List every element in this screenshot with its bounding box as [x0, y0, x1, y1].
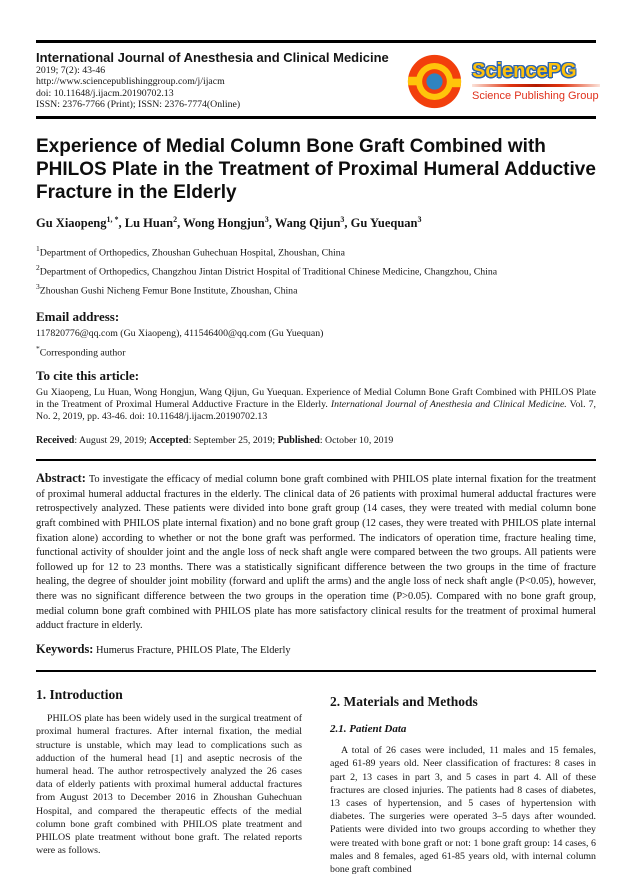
intro-paragraph: PHILOS plate has been widely used in the surgical treatment of proximal humeral fractures. After internal fixation, the medial structure is unstable, which may lead to complications such as adduction of the humeral head [1] and aseptic necrosis of the humeral head. The author retrospectively analyzed the 26 cases data of elderly patients with proximal humeral adductal fractures from August 2013 to December 2016 in Zhoushan Guhechuan Hospital, and compared the therapeutic effects of the medial column bone graft combined with PHILOS plate treatment and PHILOS plate treatment without bone graft. The related reports were as follows.: [36, 713, 302, 857]
email-heading: Email address:: [36, 308, 120, 324]
author-separator: ,: [118, 215, 125, 230]
journal-url[interactable]: http://www.sciencepublishinggroup.com/j/ijacm: [36, 76, 225, 88]
journal-issn: ISSN: 2376-7766 (Print); ISSN: 2376-7774(Online): [36, 99, 241, 111]
affiliation-text: Department of Orthopedics, Changzhou Jintan District Hospital of Traditional Chinese Medicine, Changzhou, China: [39, 266, 498, 278]
journal-info: [36, 50, 389, 111]
citation-volume-doi: Vol. 7, No. 2, 2019, pp. 43-46. doi: 10.11648/j.ijacm.20190702.13: [36, 399, 597, 423]
author-superscript: 1, *: [106, 214, 119, 224]
author: [183, 216, 275, 230]
logo-divider: [472, 84, 600, 87]
citation-authors-title: Gu Xiaopeng, Lu Huan, Wong Hongjun, Wang Qijun, Gu Yuequan. Experience of Medial Column Bone Graft Combined with PHILOS Plate in the Treatment of Proximal Humeral Adductive Fracture in the Elderly.: [36, 386, 596, 411]
corresponding-text: Corresponding author: [39, 346, 126, 358]
corresponding-author-note: [36, 344, 596, 358]
published-value: : October 10, 2019: [319, 434, 394, 446]
author-name: Gu Xiaopeng: [36, 215, 107, 230]
affiliation: [36, 241, 596, 260]
received-label: Received: [36, 434, 75, 446]
keywords: [36, 642, 596, 657]
citation-journal-name: International Journal of Anesthesia and Clinical Medicine.: [330, 399, 567, 411]
author-separator: ,: [344, 215, 351, 230]
affiliation: [36, 260, 596, 279]
dates-line: [36, 435, 596, 446]
abstract-top-rule: [36, 459, 596, 462]
author: [125, 216, 183, 230]
abstract-text: To investigate the efficacy of medial column bone graft combined with PHILOS plate internal fixation for the treatment of proximal humeral adductal fractures in the elderly. The clinical data of 26 patients with proximal humeral adductal fractures were retrospectively analyzed. These patients were divided into bone graft group (14 cases, they were treated with medial column bone graft combined with PHILOS plate internal fixation) and no bone graft group (12 cases, they were treated with PHILOS plate internal fixation alone) according to whether or not the bone graft was performed. The indicators of operation time, fracture healing time, functional activity of shoulder joint and the angle loss of neck shaft angle were compared between the two groups. All patients were followed up for 12 to 23 months. There was a statistically significant difference between the two groups in the time of fracture healing, the degree of shoulder joint mobility (forward and uplift the arms) and the angle loss of neck shaft angle (P<0.05), however, there was no significant difference between the two groups in the operation time (P>0.05). Compared with no bone graft group, medial column bone graft combined with PHILOS plate has more satisfactory clinical results for the treatment of proximal humeral adduct fracture in elderly.: [36, 474, 596, 632]
journal-issue: 2019; 7(2): 43-46: [36, 65, 106, 76]
author-separator: ,: [268, 215, 275, 230]
author-superscript: 2: [173, 214, 178, 224]
section-columns: [36, 687, 596, 876]
affiliation-superscript: 2: [36, 263, 40, 273]
author-name: Wong Hongjun: [183, 215, 265, 230]
affiliation-superscript: 1: [36, 243, 40, 253]
cite-heading: To cite this article:: [36, 367, 140, 383]
header-top-rule: [36, 40, 596, 43]
author-separator: ,: [177, 215, 184, 230]
journal-name: International Journal of Anesthesia and Clinical Medicine: [36, 50, 389, 65]
author: [351, 216, 422, 230]
journal-header: [36, 40, 599, 119]
logo-tagline: Science Publishing Group: [472, 90, 599, 102]
accepted-value: : September 25, 2019;: [188, 434, 278, 446]
email-line[interactable]: 117820776@qq.com (Gu Xiaopeng), 411546400@qq.com (Gu Yuequan): [36, 327, 324, 339]
corresponding-star: *: [36, 343, 40, 353]
author-name: Lu Huan: [124, 215, 174, 230]
logo-text-block: [472, 61, 600, 102]
sciencepg-logo-icon: [406, 53, 463, 110]
abstract: [36, 471, 596, 634]
intro-column: [36, 687, 302, 876]
keywords-label: Keywords:: [36, 641, 94, 656]
patient-data-paragraph: A total of 26 cases were included, 11 males and 15 females, aged 61-89 years old. Neer classification of fractures: 8 cases in part 2, 13 cases in part 3, and 5 cases in part 4. All of these fractures are closed injuries. The patients had 8 cases of diabetes, 13 cases of hypertension, and 5 cases of hypertension with diabetes. The surgeries were operated 3–5 days after wounded. Patients were divided into two groups according to whether they were treated with bone graft or not: 1 bone graft group: 14 cases, 6 males and 8 females, aged 61-85 years old, with internal column bone graft combined: [330, 745, 596, 876]
keywords-text: Humerus Fracture, PHILOS Plate, The Elderly: [96, 644, 291, 656]
header-bottom-rule: [36, 116, 596, 119]
patient-data-subheading: 2.1. Patient Data: [330, 723, 407, 736]
article-title: Experience of Medial Column Bone Graft Combined with PHILOS Plate in the Treatment of Proximal Humeral Adductive Fracture in the Elderly: [36, 135, 596, 203]
author-list: [36, 215, 596, 231]
published-label: Published: [277, 434, 320, 446]
author-superscript: 3: [417, 214, 422, 224]
methods-heading: 2. Materials and Methods: [330, 694, 478, 710]
paper-page: [36, 0, 599, 876]
affiliation-text: Department of Orthopedics, Zhoushan Guhechuan Hospital, Zhoushan, China: [39, 247, 346, 259]
author: [275, 216, 351, 230]
author: [36, 216, 125, 230]
author-superscript: 3: [340, 214, 345, 224]
citation: [36, 387, 596, 424]
sciencepg-logo: [406, 53, 600, 110]
affiliation-text: Zhoushan Gushi Nicheng Femur Bone Institute, Zhoushan, China: [39, 285, 298, 297]
intro-heading: 1. Introduction: [36, 687, 123, 703]
methods-column: [330, 687, 596, 876]
abstract-label: Abstract:: [36, 471, 86, 486]
affiliation: [36, 279, 596, 298]
logo-brand-text: SciencePG: [472, 60, 577, 82]
journal-doi: doi: 10.11648/j.ijacm.20190702.13: [36, 87, 174, 99]
received-value: : August 29, 2019;: [74, 434, 150, 446]
accepted-label: Accepted: [149, 434, 189, 446]
author-superscript: 3: [264, 214, 269, 224]
affiliation-list: [36, 241, 596, 299]
author-name: Wang Qijun: [274, 215, 341, 230]
author-name: Gu Yuequan: [350, 215, 418, 230]
affiliation-superscript: 3: [36, 282, 40, 292]
keywords-bottom-rule: [36, 670, 596, 673]
